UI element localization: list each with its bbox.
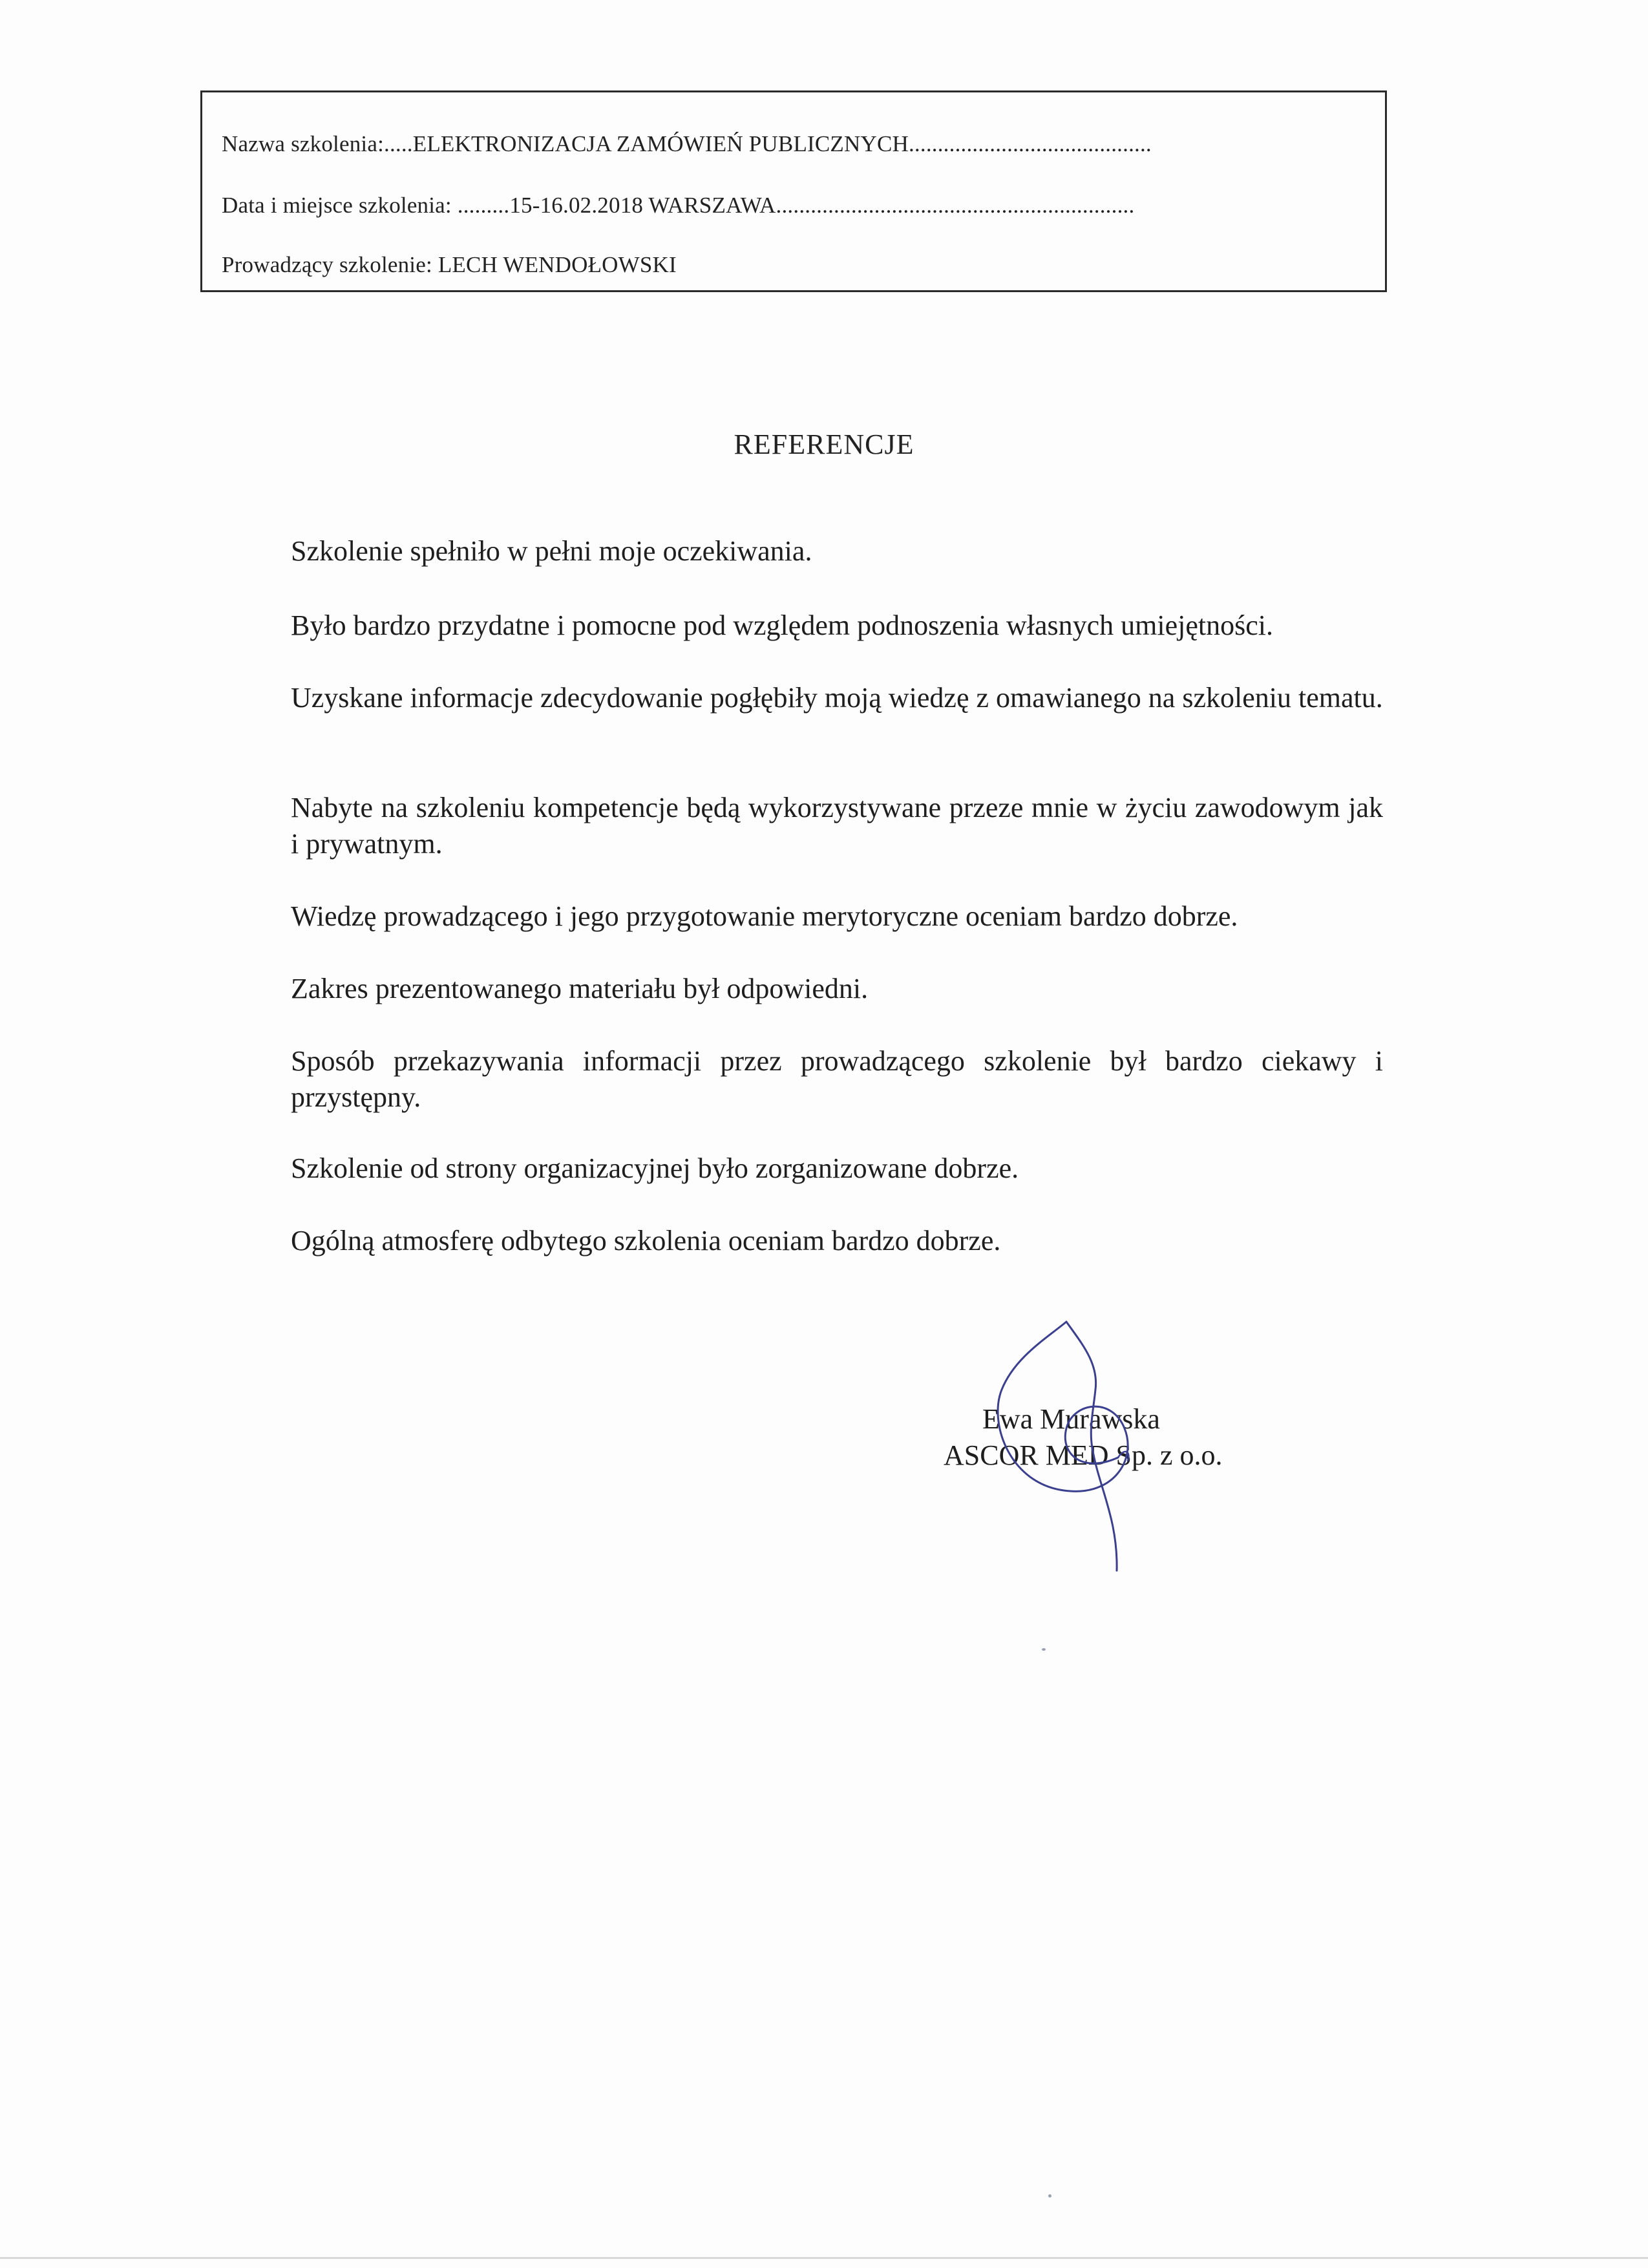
trainer-line: Prowadzący szkolenie: LECH WENDOŁOWSKI xyxy=(222,252,677,277)
training-info-box xyxy=(200,90,1387,292)
paragraph-1: Szkolenie spełniło w pełni moje oczekiwania. xyxy=(291,535,812,567)
paragraph-6: Zakres prezentowanego materiału był odpowiedni. xyxy=(291,973,869,1004)
document-title: REFERENCJE xyxy=(734,429,914,460)
paragraph-7: Sposób przekazywania informacji przez prowadzącego szkolenie był bardzo ciekawy i przystępny. xyxy=(291,1045,1383,1113)
paragraph-3: Uzyskane informacje zdecydowanie pogłębiły moją wiedzę z omawianego na szkoleniu tematu. xyxy=(291,682,1383,714)
signatory-company: ASCOR MED Sp. z o.o. xyxy=(944,1439,1223,1471)
paragraph-5: Wiedzę prowadzącego i jego przygotowanie merytoryczne oceniam bardzo dobrze. xyxy=(291,900,1238,932)
handwritten-signature xyxy=(969,1319,1163,1577)
scan-edge xyxy=(0,2257,1648,2259)
paragraph-4: Nabyte na szkoleniu kompetencje będą wykorzystywane przeze mnie w życiu zawodowym jak i prywatnym. xyxy=(291,792,1383,860)
paragraph-9: Ogólną atmosferę odbytego szkolenia oceniam bardzo dobrze. xyxy=(291,1225,1001,1256)
paragraph-8: Szkolenie od strony organizacyjnej było zorganizowane dobrze. xyxy=(291,1152,1019,1184)
paragraph-2: Było bardzo przydatne i pomocne pod względem podnoszenia własnych umiejętności. xyxy=(291,609,1274,641)
scan-speck xyxy=(1048,2194,1051,2198)
training-date-place-line: Data i miejsce szkolenia: .........15-16.02.2018 WARSZAWA.............................................................. xyxy=(222,193,1135,218)
training-name-line: Nazwa szkolenia:.....ELEKTRONIZACJA ZAMÓWIEŃ PUBLICZNYCH.......................................... xyxy=(222,131,1152,156)
scan-speck xyxy=(1042,1648,1046,1651)
signatory-name: Ewa Murawska xyxy=(982,1403,1160,1435)
